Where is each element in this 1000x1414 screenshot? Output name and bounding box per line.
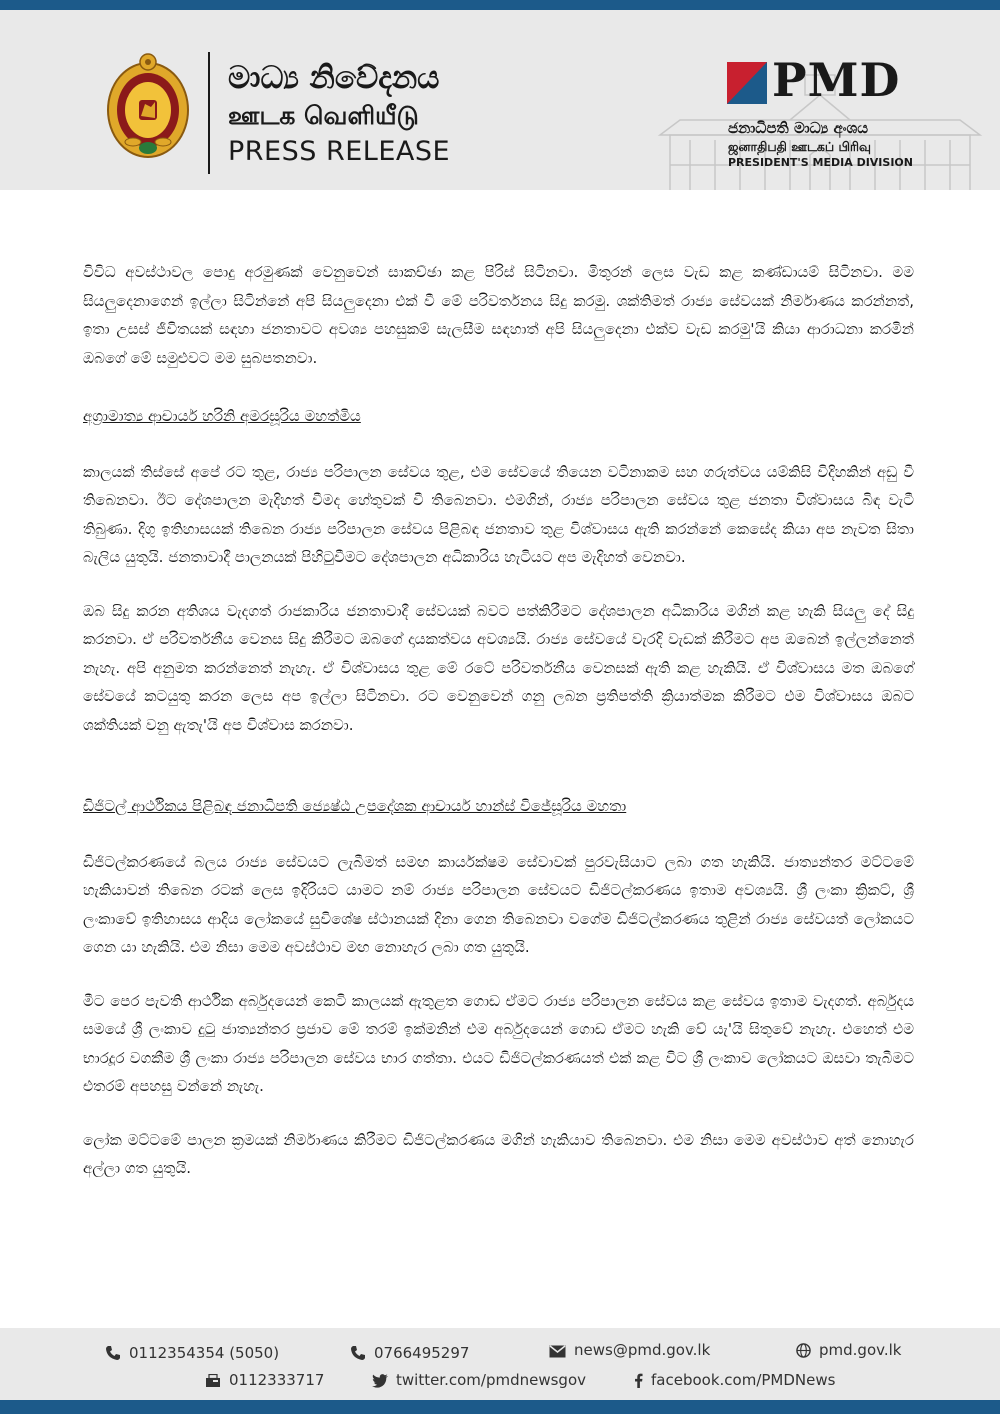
email-icon [549,1345,566,1358]
footer-phone-1[interactable] [105,1343,279,1363]
facebook-text: facebook.com/PMDNews [651,1371,836,1389]
section-heading-digital-advisor: ඩිජිටල් ආර්ථිකය පිළිබඳ ජනාධිපති ජ්‍යෙෂ්ඨ උපදේශක ආචාර්ය හාන්ස් විජේසූරිය මහතා [83,797,627,815]
title-tamil: ஊடக வெளியீடு [228,101,419,130]
pmd-name-sinhala: ජනාධිපති මාධ්‍ය අංශය [728,119,869,137]
paragraph-6: ලෝක මට්ටමේ පාලන ක්‍රමයක් නිර්මාණය කිරීමට ඩිජිටල්කරණය මගින් හැකියාව තිබෙනවා. එම නිසා මෙම අවස්ථාව අත් නොහැර අල්ලා ගත යුතුයි. [83,1130,914,1177]
pmd-subtitle-block [728,118,913,171]
globe-icon [796,1343,811,1358]
release-body [83,258,914,1183]
header-divider [208,52,210,174]
release-title-block [228,58,450,170]
fax-icon [205,1374,221,1388]
pmd-name-tamil: ஜனாதிபதி ஊடகப் பிரிவு [728,139,871,154]
title-english: PRESS RELEASE [228,136,451,167]
contact-footer [0,1328,1000,1400]
phone-icon [350,1345,366,1361]
footer-facebook[interactable] [634,1370,835,1390]
phone-2-text: 0766495297 [374,1344,470,1362]
facebook-icon [634,1373,643,1388]
fax-text: 0112333717 [229,1371,325,1389]
footer-twitter[interactable] [372,1370,586,1390]
letterhead [0,10,1000,190]
footer-email[interactable] [549,1340,710,1360]
email-text: news@pmd.gov.lk [574,1341,711,1359]
footer-phone-2[interactable] [350,1343,469,1363]
footer-website[interactable] [796,1340,901,1360]
twitter-text: twitter.com/pmdnewsgov [396,1371,587,1389]
pmd-logo-icon [727,62,767,104]
section-heading-prime-minister: අග්‍රාමාත්‍ය ආචාර්ය හරිනි අමරසූරිය මහත්මිය [83,407,361,425]
paragraph-4: ඩිජිටල්කරණයේ බලය රාජ්‍ය සේවයට ලැබීමත් සමඟ කාර්යක්ෂම සේවාවක් පුරවැසියාට ලබා ගත හැකියි. ජාත්‍යන්තර මට්ටමේ හැකියාවන් තිබෙන රටක් ලෙස ඉදිරියට යාමට නම් රාජ්‍ය පරිපාලන සේවයට ඩිජිටල්කරණය ඉතාම අවශ්‍යයි. ශ්‍රී ලංකා ක්‍රිකට්, ශ්‍රී ලංකාවේ ඉතිහාසය ආදිය ලෝකයේ සුවිශේෂ ස්ථානයක් දිනා ගෙන තිබෙනවා වගේම ඩිජිටල්කරණය තුළින් රාජ්‍ය සේවයත් ලෝකයට ගෙන යා හැකියි. එම නිසා මෙම අවස්ථාව මඟ නොහැර ලබා ගත යුතුයි. [83,852,914,956]
bottom-accent-bar [0,1400,1000,1414]
top-accent-bar [0,0,1000,10]
website-text: pmd.gov.lk [819,1341,902,1359]
title-sinhala: මාධ්‍ය නිවේදනය [228,60,440,96]
twitter-icon [372,1374,388,1388]
national-emblem-icon [105,52,191,162]
phone-1-text: 0112354354 (5050) [129,1344,280,1362]
phone-icon [105,1345,121,1361]
paragraph-1: විවිධ අවස්ථාවල පොදු අරමුණක් වෙනුවෙන් සාකච්ඡා කළ පිරිස් සිටිනවා. මිතුරන් ලෙස වැඩ කළ කණ්ඩායම් සිටිනවා. මම සියලුදෙනාගෙන් ඉල්ලා සිටින්නේ අපි සියලුදෙනා එක් වී මේ පරිවර්තනය සිදු කරමු. ශක්තිමත් රාජ්‍ය සේවයක් නිර්මාණය කරන්නත්, ඉතා උසස් ජීවිතයක් සඳහා ජනතාවට අවශ්‍ය පහසුකම් සැලසීම සඳහාත් අපි සියලුදෙනා එක්ව වැඩ කරමු'යි කියා ආරාධනා කරමින් ඔබගේ මේ සමුළුවට මම සුබපතනවා. [83,263,914,367]
paragraph-5: මීට පෙර පැවති ආර්ථික අර්බුදයෙන් කෙටි කාලයක් ඇතුළත ගොඩ ඒමට රාජ්‍ය පරිපාලන සේවය කළ සේවය ඉතාම වැදගත්. අර්බුදය සමයේ ශ්‍රී ලංකාව දුටු ජාත්‍යන්තර ප්‍රජාව මේ තරම් ඉක්මනින් එම අර්බුදයෙන් ගොඩ ඒමට හැකි වේ යැ'යි සිතුවේ නැහැ. එහෙත් එම භාරදූර වගකීම ශ්‍රී ලංකා රාජ්‍ය පරිපාලන සේවය භාර ගත්තා. එයට ඩිජිටල්කරණයත් එක් කළ විට ශ්‍රී ලංකාව ලෝකයට ඔසවා තැබීමට එතරම් අපහසු වන්නේ නැහැ. [83,991,914,1095]
footer-fax[interactable] [205,1370,324,1390]
pmd-name-english: PRESIDENT'S MEDIA DIVISION [728,156,913,169]
paragraph-2: කාලයක් තිස්සේ අපේ රට තුළ, රාජ්‍ය පරිපාලන සේවය තුළ, එම සේවයේ තියෙන වටිනාකම සහ ගරුත්වය යම්කිසි විදිහකින් අඩු වී තිබෙනවා. ඊට දේශපාලන මැදිහත් වීමද හේතුවක් වී තිබෙනවා. එමගින්, රාජ්‍ය පරිපාලන සේවය තුළ ජනතා විශ්වාසය බිඳ වැටී තිබුණා. දිගු ඉතිහාසයක් තිබෙන රාජ්‍ය පරිපාලන සේවය පිළිබඳ ජනතාව තුළ විශ්වාසය ඇති කරන්නේ කෙසේද කියා අප නැවත සිතා බැලිය යුතුයි. ජනතාවාදී පාලනයක් පිහිටුවීමට දේශපාලන අධිකාරිය හැටියට අප මැදිහත් වෙනවා. [83,462,914,566]
pmd-brand: PMD [772,53,901,107]
paragraph-3: ඔබ සිදු කරන අතිශය වැදගත් රාජකාරිය ජනතාවාදී සේවයක් බවට පත්කිරීමට දේශපාලන අධිකාරිය මගින් කළ හැකි සියලු දේ සිදු කරනවා. ඒ පරිවර්තනීය වෙනස සිදු කිරීමට ඔබගේ දායකත්වය අවශ්‍යයි. රාජ්‍ය සේවයේ වැරදි වැඩක් කිරීමට අප ඔබෙන් ඉල්ලන්නෙත් නැහැ. අපි අනුමත කරන්නෙත් නැහැ. ඒ විශ්වාසය තුළ මේ රටේ පරිවර්තනීය වෙනසක් ඇති කළ හැකියි. ඒ විශ්වාසය මත ඔබගේ සේවයේ කටයුතු කරන ලෙස අප ඉල්ලා සිටිනවා. රට වෙනුවෙන් ගනු ලබන ප්‍රතිපත්ති ක්‍රියාත්මක කිරීමට එම විශ්වාසය ඔබට ශක්තියක් වනු ඇතැ'යි අප විශ්වාස කරනවා. [83,601,914,734]
